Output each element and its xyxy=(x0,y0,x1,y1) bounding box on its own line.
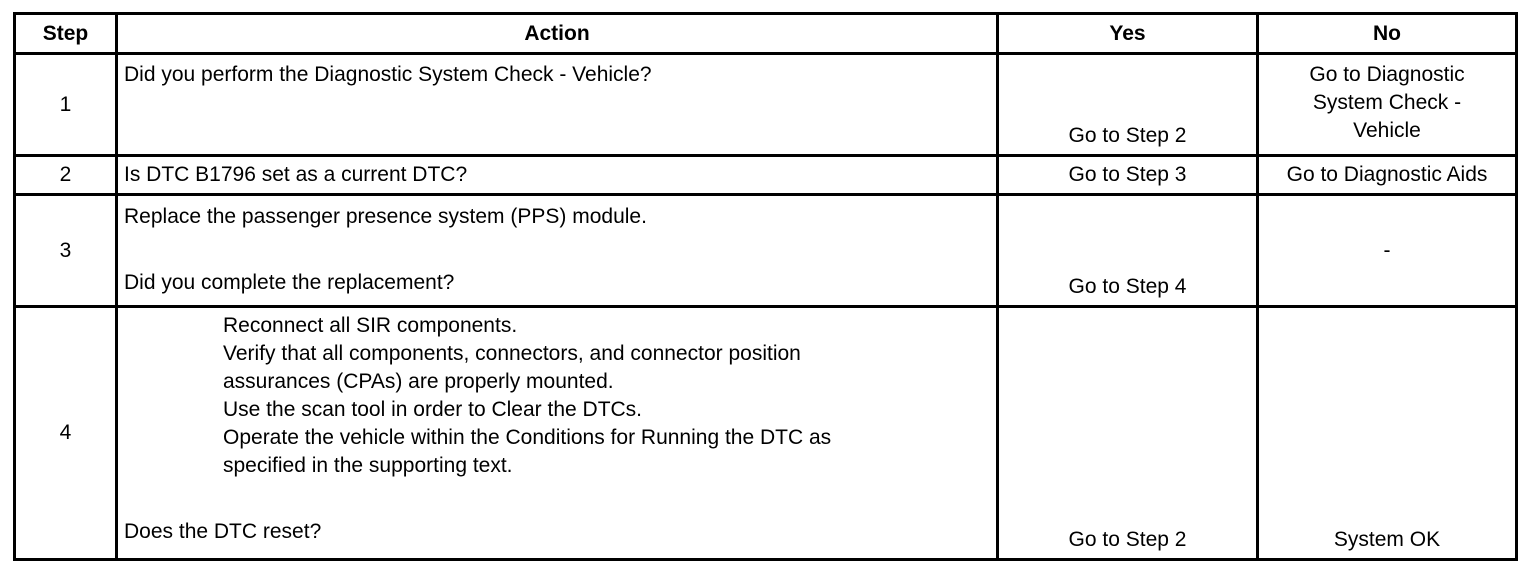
substep-line: Use the scan tool in order to Clear the DTCs. xyxy=(223,398,643,421)
substep-line: Reconnect all SIR components. xyxy=(223,314,518,337)
no-text-line: System OK xyxy=(1333,528,1441,551)
header-yes: Yes xyxy=(998,14,1258,54)
action-cell xyxy=(117,195,998,307)
no-text-line: Go to Diagnostic Aids xyxy=(1286,163,1488,186)
substep-line: assurances (CPAs) are properly mounted. xyxy=(223,370,614,393)
action-text: Replace the passenger presence system (PPS) module. xyxy=(124,205,647,228)
substep-line: Verify that all components, connectors, and connector position xyxy=(223,342,801,365)
step-number: 4 xyxy=(15,307,117,560)
no-cell xyxy=(1258,195,1517,307)
step-number: 2 xyxy=(15,156,117,195)
no-cell xyxy=(1258,54,1517,156)
substep-line: specified in the supporting text. xyxy=(223,454,513,477)
table-row xyxy=(15,54,1517,156)
table-header-row xyxy=(15,14,1517,54)
table-row xyxy=(15,156,1517,195)
diagnostic-table xyxy=(13,12,1518,561)
step-number: 3 xyxy=(15,195,117,307)
yes-cell: Go to Step 2 xyxy=(998,307,1258,560)
yes-cell: Go to Step 2 xyxy=(998,54,1258,156)
header-no: No xyxy=(1258,14,1517,54)
action-question: Does the DTC reset? xyxy=(124,520,322,543)
spacer xyxy=(124,231,990,269)
no-text-line: - xyxy=(1383,238,1391,262)
header-action: Action xyxy=(117,14,998,54)
action-question: Did you complete the replacement? xyxy=(124,271,455,294)
step-number: 1 xyxy=(15,54,117,156)
no-text-line: Go to Diagnostic xyxy=(1309,63,1465,86)
action-text: Is DTC B1796 set as a current DTC? xyxy=(124,163,468,186)
yes-cell: Go to Step 4 xyxy=(998,195,1258,307)
no-text-line: Vehicle xyxy=(1353,119,1421,142)
no-text-line: System Check - xyxy=(1312,91,1462,114)
action-cell xyxy=(117,156,998,195)
table-row xyxy=(15,195,1517,307)
action-text: Did you perform the Diagnostic System Check - Vehicle? xyxy=(124,63,652,86)
no-cell xyxy=(1258,307,1517,560)
diagnostic-table-container xyxy=(13,12,1518,561)
table-row xyxy=(15,307,1517,560)
no-cell xyxy=(1258,156,1517,195)
header-step: Step xyxy=(15,14,117,54)
action-cell xyxy=(117,54,998,156)
yes-cell: Go to Step 3 xyxy=(998,156,1258,195)
substep-list xyxy=(124,312,990,480)
action-cell xyxy=(117,307,998,560)
substep-line: Operate the vehicle within the Conditions for Running the DTC as xyxy=(223,426,832,449)
spacer xyxy=(124,480,990,518)
